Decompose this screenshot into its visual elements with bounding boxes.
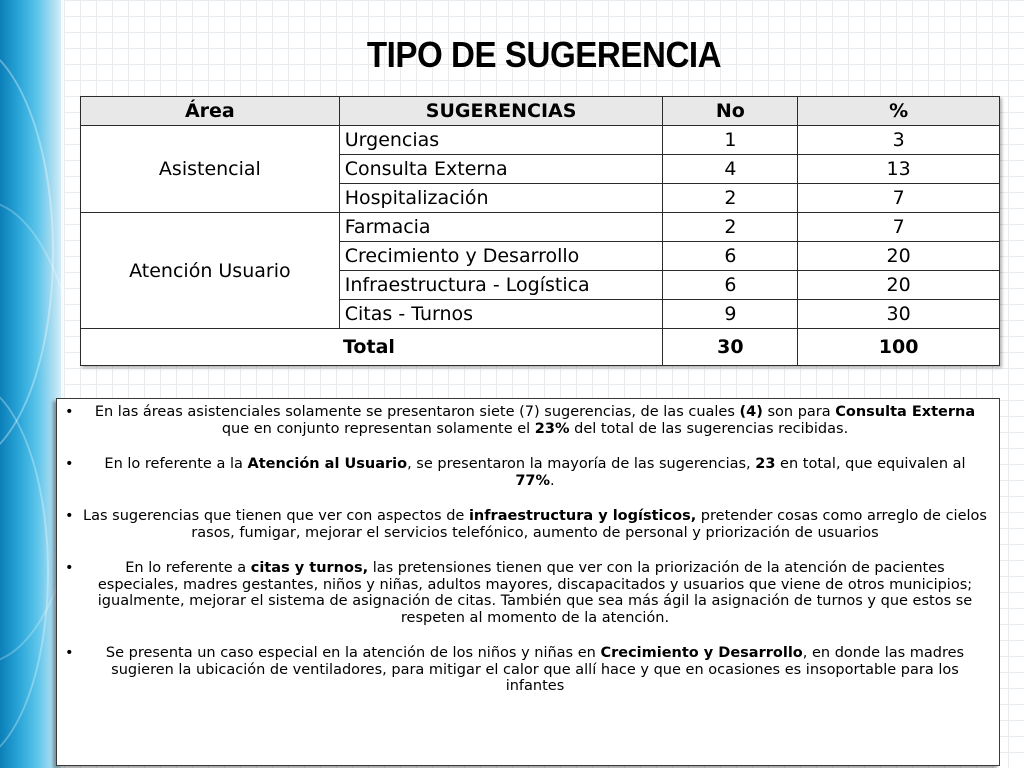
pct-cell: 13 — [798, 155, 1000, 184]
note-item — [65, 404, 987, 437]
no-cell: 9 — [663, 300, 798, 329]
no-cell: 6 — [663, 271, 798, 300]
area-cell-asistencial: Asistencial — [81, 126, 340, 213]
note-text: En lo referente a — [125, 560, 251, 576]
bullet-icon: • — [65, 560, 74, 576]
sugerencia-cell: Citas - Turnos — [339, 300, 663, 329]
note-text: Se presenta un caso especial en la atención de los niños y niñas en — [105, 645, 601, 661]
note-emphasis: infraestructura y logísticos, — [468, 508, 697, 524]
note-item — [65, 508, 987, 541]
no-cell: 2 — [663, 184, 798, 213]
pct-cell: 20 — [798, 271, 1000, 300]
sugerencia-cell: Farmacia — [339, 213, 663, 242]
bullet-icon: • — [65, 404, 74, 420]
note-text: en total, que equivalen al — [775, 456, 966, 472]
sugerencia-cell: Consulta Externa — [339, 155, 663, 184]
note-text: las pretensiones tienen que ver con la priorización de la atención de pacientes especiales, madres gestantes, niños y niñas, adultos mayores, discapacitados y usuarios que viene de otros municipios; igualmente, mejorar el sistema de asignación de citas. También que sea más ágil la asignación de turnos y que estos se respeten al momento de la atención. — [97, 560, 973, 626]
sugerencia-cell: Urgencias — [339, 126, 663, 155]
note-emphasis: Consulta Externa — [835, 404, 976, 420]
note-emphasis: Atención al Usuario — [247, 456, 408, 472]
sugerencia-cell: Crecimiento y Desarrollo — [339, 242, 663, 271]
header-sugerencias: SUGERENCIAS — [339, 97, 663, 126]
no-cell: 2 — [663, 213, 798, 242]
pct-cell: 20 — [798, 242, 1000, 271]
total-label: Total — [81, 329, 663, 366]
bullet-icon: • — [65, 456, 74, 472]
header-area: Área — [81, 97, 340, 126]
note-text: son para — [762, 404, 836, 420]
note-item — [65, 560, 987, 626]
bullet-icon: • — [65, 645, 74, 661]
note-emphasis: 77% — [515, 472, 551, 489]
no-cell: 1 — [663, 126, 798, 155]
note-emphasis: 23% — [534, 420, 570, 437]
note-text: , se presentaron la mayoría de las sugerencias, — [407, 456, 756, 472]
note-text: En las áreas asistenciales solamente se presentaron siete (7) sugerencias, de las cuales — [94, 404, 740, 420]
note-item — [65, 456, 987, 489]
slide-title: TIPO DE SUGERENCIA — [366, 34, 722, 75]
note-text: del total de las sugerencias recibidas. — [569, 420, 849, 437]
area-cell-atencion-usuario: Atención Usuario — [81, 213, 340, 329]
note-text: Las sugerencias que tienen que ver con aspectos de — [83, 508, 469, 524]
total-pct: 100 — [798, 329, 1000, 366]
no-cell: 4 — [663, 155, 798, 184]
note-item — [65, 645, 987, 695]
pct-cell: 30 — [798, 300, 1000, 329]
note-text: pretender cosas como arreglo de cielos rasos, fumigar, mejorar el servicios telefónico, aumento de personal y priorización de usuarios — [191, 508, 987, 541]
table-row — [81, 213, 1000, 242]
note-text: En lo referente a la — [104, 456, 248, 472]
no-cell: 6 — [663, 242, 798, 271]
header-no: No — [663, 97, 798, 126]
decorative-side-bar — [0, 0, 64, 768]
total-row — [81, 329, 1000, 366]
sugerencia-cell: Hospitalización — [339, 184, 663, 213]
note-emphasis: (4) — [739, 404, 763, 420]
suggestions-table — [80, 96, 1000, 366]
notes-list — [65, 404, 987, 695]
note-text: . — [550, 472, 555, 489]
table-header-row — [81, 97, 1000, 126]
note-text: que en conjunto representan solamente el — [221, 420, 535, 437]
note-text: , en donde las madres sugieren la ubicación de ventiladores, para mitigar el calor que allí hace y que en ocasiones es insoportable para los infantes — [111, 645, 965, 694]
note-emphasis: 23 — [755, 456, 776, 472]
bullet-icon: • — [65, 508, 74, 524]
sugerencia-cell: Infraestructura - Logística — [339, 271, 663, 300]
pct-cell: 3 — [798, 126, 1000, 155]
notes-box — [56, 398, 1000, 766]
table-row — [81, 126, 1000, 155]
pct-cell: 7 — [798, 213, 1000, 242]
pct-cell: 7 — [798, 184, 1000, 213]
header-pct: % — [798, 97, 1000, 126]
total-no: 30 — [663, 329, 798, 366]
note-emphasis: Crecimiento y Desarrollo — [600, 645, 803, 661]
note-emphasis: citas y turnos, — [250, 560, 369, 576]
